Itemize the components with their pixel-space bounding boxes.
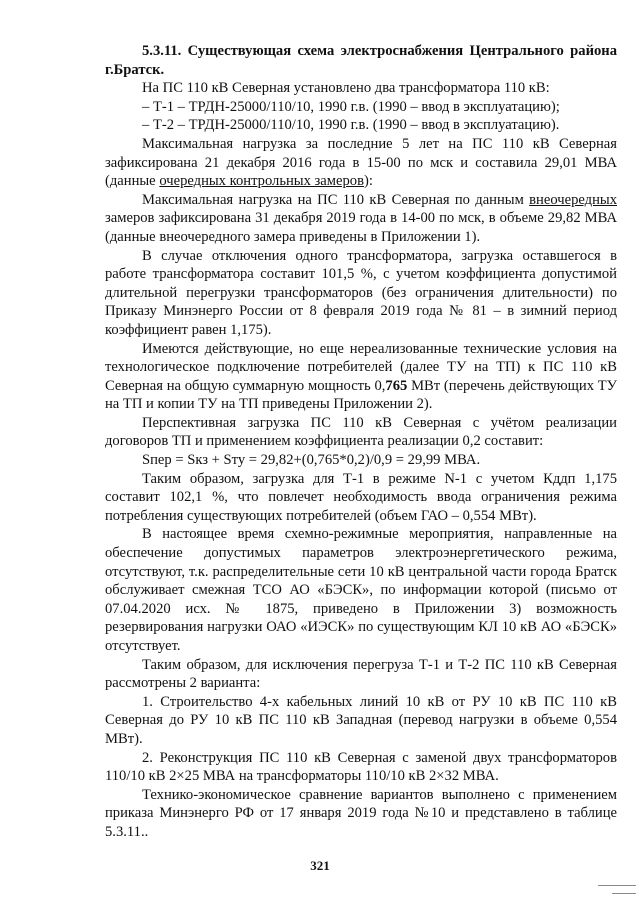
max-load-end: ): <box>363 173 373 190</box>
load-formula: Sпер = Sкз + Sту = 29,82+(0,765*0,2)/0,9 = 29,99 МВА. <box>142 452 481 469</box>
prospective-load-paragraph: Перспективная загрузка ПС 110 кВ Северная с учётом реализации договоров ТП и применением коэффициента реализации 0,2 составит: <box>105 414 617 450</box>
transformer-list-item-2: – Т-2 – ТРДН-25000/110/10, 1990 г.в. (1990 – ввод в эксплуатацию). <box>142 117 560 134</box>
extra-measurement-start: Максимальная нагрузка на ПС 110 кВ Северная по данным <box>142 191 530 208</box>
page-number: 321 <box>310 858 330 873</box>
options-intro-paragraph: Таким образом, для исключения перегруза Т-1 и Т-2 ПС 110 кВ Северная рассмотрены 2 варианта: <box>105 656 617 692</box>
scan-edge-mark <box>598 885 636 886</box>
scheduled-measurements-underlined: очередных контрольных замеров <box>159 173 364 190</box>
unscheduled-underlined: внеочередных <box>529 191 617 208</box>
option-1-paragraph: 1. Строительство 4-х кабельных линий 10 кВ от РУ 10 кВ ПС 110 кВ Северная до РУ 10 кВ ПС 110 кВ Западная (перевод нагрузки в объеме 0,554 МВт). <box>105 693 617 747</box>
n1-mode-paragraph: Таким образом, загрузка для Т-1 в режиме N-1 с учетом Кддп 1,175 составит 102,1 %, что повлечет необходимость ввода ограничения режима потребления существующих потребителей (объем ГАО – 0,554 МВт). <box>105 470 617 524</box>
extra-measurement-paragraph <box>105 191 617 247</box>
transformer-outage-paragraph: В случае отключения одного трансформатора, загрузка оставшегося в работе трансформатора составит 101,5 %, с учетом коэффициента допустимой длительной перегрузки трансформаторов (без ограничения длительности) по Приказу Минэнерго России от 8 февраля 2019 года № 81 – в зимний период коэффициент равен 1,175). <box>105 247 617 338</box>
max-load-text: Максимальная нагрузка за последние 5 лет на ПС 110 кВ Северная зафиксирована 21 декабря 2016 года в 15-00 по мск и составила 29,01 МВА (данные <box>105 135 617 190</box>
technical-conditions-start: Имеются действующие, но еще нереализованные технические условия на технологическое подключение потребителей (далее ТУ на ТП) к ПС 110 кВ Северная на общую суммарную мощность 0, <box>105 340 617 394</box>
technical-conditions-end: МВт (перечень действующих ТУ на ТП и копии ТУ на ТП приведены Приложении 2). <box>105 377 617 413</box>
option-2-paragraph: 2. Реконструкция ПС 110 кВ Северная с заменой двух трансформаторов 110/10 кВ 2×25 МВА на трансформаторы 110/10 кВ 2×32 МВА. <box>105 749 617 785</box>
current-measures-paragraph: В настоящее время схемно-режимные мероприятия, направленные на обеспечение допустимых параметров электроэнергетического режима, отсутствуют, т.к. распределительные сети 10 кВ центральной части города Братск обслуживает смежная ТСО АО «БЭСК», по информации которой (письмо от 07.04.2020 исх. № 1875, приведено в Приложении 3) возможность резервирования нагрузки ОАО «ИЭСК» по существующим КЛ 10 кВ АО «БЭСК» отсутствует. <box>105 526 617 654</box>
power-value-bold: 765 <box>385 377 408 394</box>
technical-conditions-paragraph <box>105 340 617 414</box>
intro-paragraph: На ПС 110 кВ Северная установлено два трансформатора 110 кВ: <box>142 80 550 97</box>
comparison-paragraph: Технико-экономическое сравнение вариантов выполнено с применением приказа Минэнерго РФ от 17 января 2019 года №10 и представлено в таблице 5.3.11.. <box>105 786 617 840</box>
max-load-paragraph <box>105 135 617 191</box>
section-heading: 5.3.11. Существующая схема электроснабжения Центрального района г.Братск. <box>105 43 617 78</box>
document-body <box>105 42 617 842</box>
scan-edge-mark <box>612 893 636 894</box>
extra-measurement-end: замеров зафиксирована 31 декабря 2019 года в 14-00 по мск, в объеме 29,82 МВА (данные внеочередного замера приведены в Приложении 1). <box>105 210 617 245</box>
transformer-list-item-1: – Т-1 – ТРДН-25000/110/10, 1990 г.в. (1990 – ввод в эксплуатацию); <box>142 98 560 115</box>
